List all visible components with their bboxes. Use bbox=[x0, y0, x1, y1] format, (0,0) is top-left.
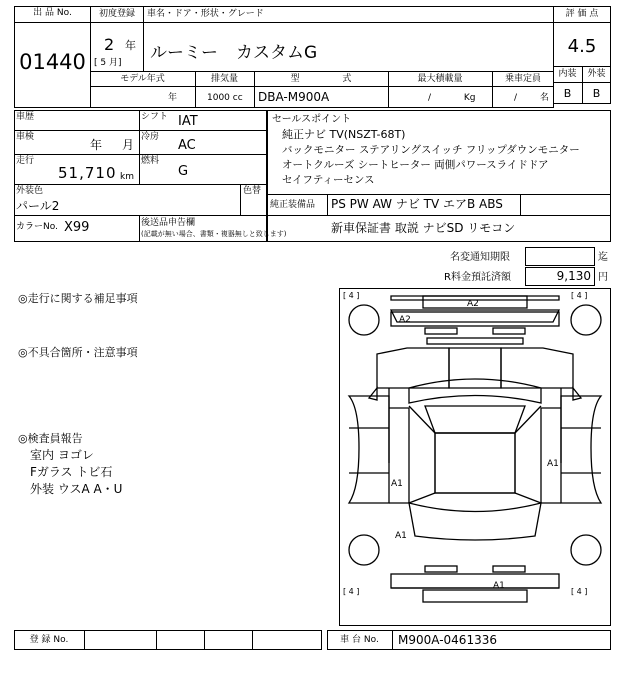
model-year-label: モデル年式 bbox=[120, 74, 165, 84]
inspector-line-1: 室内 ヨゴレ bbox=[30, 448, 94, 462]
mark-rear-bumper: A1 bbox=[493, 581, 505, 591]
reg-no-label: 登 録 No. bbox=[29, 635, 69, 645]
color-value: パール2 bbox=[16, 199, 60, 213]
inspector-line-2: Fガラス トビ石 bbox=[30, 465, 113, 479]
equip-value: PS PW AW ナビ TV エアB ABS bbox=[331, 197, 503, 211]
tire-label-tr: [ 4 ] bbox=[571, 291, 588, 300]
tire-rear-right bbox=[571, 535, 601, 565]
docs-label: 後送品申告欄 bbox=[141, 218, 196, 228]
inspector-line-3: 外装 ウスA A・U bbox=[30, 482, 123, 496]
mark-left-rear: A1 bbox=[395, 531, 407, 541]
history-label: 車歴 bbox=[16, 112, 35, 122]
fuel-value: G bbox=[178, 164, 189, 179]
mark-right-side: A1 bbox=[547, 459, 559, 469]
chassis-label: 車 台 No. bbox=[340, 635, 379, 645]
mileage-label: 走行 bbox=[16, 156, 35, 166]
car-grade: カスタムG bbox=[236, 43, 318, 63]
inspection-month: 月 bbox=[122, 138, 135, 152]
mark-left-side: A1 bbox=[391, 479, 403, 489]
defect-notes-label: ◎不具合箇所・注意事項 bbox=[18, 346, 138, 359]
inspection-label: 車検 bbox=[16, 132, 35, 142]
repaint-label: 色替 bbox=[243, 186, 262, 196]
interior-label: 内装 bbox=[558, 69, 577, 79]
sales-line-3: オートクルーズ シートヒーター 両側パワースライドドア bbox=[282, 159, 549, 171]
mileage-unit: km bbox=[120, 172, 134, 182]
mileage-value: 51,710 bbox=[58, 164, 117, 182]
displacement-label: 排気量 bbox=[210, 74, 238, 84]
tire-label-br: [ 4 ] bbox=[571, 587, 588, 596]
exterior-grade: B bbox=[592, 87, 601, 100]
type-label: 型 式 bbox=[290, 74, 352, 84]
rating-label: 評 価 点 bbox=[565, 9, 599, 19]
warranty-value: 新車保証書 取説 ナビSD リモコン bbox=[331, 221, 516, 235]
tire-front-right bbox=[571, 305, 601, 335]
max-load-label: 最大積載量 bbox=[417, 74, 463, 84]
mark-front-bumper: A2 bbox=[467, 299, 479, 309]
inspection-year: 年 bbox=[90, 138, 103, 152]
displacement-value: 1000 cc bbox=[207, 93, 243, 103]
deadline-box bbox=[525, 247, 595, 266]
sales-title: セールスポイント bbox=[272, 114, 352, 125]
lot-number: 01440 bbox=[19, 50, 86, 74]
deadline-label: 名変通知期限 bbox=[450, 252, 510, 263]
sales-line-1: 純正ナビ TV(NSZT-68T) bbox=[282, 128, 406, 141]
recycle-label: R料金預託済額 bbox=[444, 272, 511, 283]
color-label: 外装色 bbox=[16, 186, 44, 196]
car-name-label: 車名・ドア・形状・グレード bbox=[147, 9, 264, 19]
registration-label: 初度登録 bbox=[98, 9, 135, 19]
fuel-label: 燃料 bbox=[141, 156, 160, 166]
max-load-value: / Kg bbox=[428, 93, 476, 103]
capacity-value: / 名 bbox=[514, 93, 549, 103]
deadline-unit: 迄 bbox=[598, 252, 608, 263]
chassis-no: M900A-0461336 bbox=[398, 633, 497, 647]
mark-front-lip: A2 bbox=[399, 315, 411, 325]
shift-label: シフト bbox=[141, 112, 169, 122]
model-year-unit: 年 bbox=[168, 93, 178, 103]
car-name: ルーミー bbox=[150, 43, 218, 63]
tire-rear-left bbox=[349, 535, 379, 565]
capacity-label: 乗車定員 bbox=[504, 74, 541, 84]
sales-line-4: セイフティーセンス bbox=[282, 174, 375, 186]
registration-year: 2 bbox=[104, 35, 115, 54]
car-damage-diagram bbox=[339, 288, 611, 626]
color-no-label: カラーNo. bbox=[16, 222, 58, 232]
sales-line-2: バックモニター ステアリングスイッチ フリップダウンモニター bbox=[282, 144, 580, 156]
recycle-value: 9,130 bbox=[556, 269, 591, 283]
color-no-value: X99 bbox=[64, 220, 90, 235]
ac-value: AC bbox=[178, 138, 196, 153]
tire-front-left bbox=[349, 305, 379, 335]
lot-number-label: 出 品 No. bbox=[33, 8, 72, 18]
exterior-label: 外装 bbox=[587, 69, 606, 79]
shift-value: IAT bbox=[178, 114, 198, 129]
type-value: DBA-M900A bbox=[258, 90, 330, 104]
inspector-report-label: ◎検査員報告 bbox=[18, 432, 83, 445]
ac-label: 冷房 bbox=[141, 132, 160, 142]
recycle-unit: 円 bbox=[598, 272, 608, 283]
equip-label: 純正装備品 bbox=[270, 200, 316, 210]
tire-label-tl: [ 4 ] bbox=[343, 291, 360, 300]
rating-value: 4.5 bbox=[567, 36, 597, 57]
tire-label-bl: [ 4 ] bbox=[343, 587, 360, 596]
docs-sub: (記載が無い場合、書類・複器無しと致します) bbox=[141, 230, 287, 238]
registration-month: [ 5 月] bbox=[94, 58, 122, 68]
driving-notes-label: ◎走行に関する補足事項 bbox=[18, 292, 138, 305]
interior-grade: B bbox=[563, 87, 572, 100]
registration-year-unit: 年 bbox=[125, 39, 136, 52]
